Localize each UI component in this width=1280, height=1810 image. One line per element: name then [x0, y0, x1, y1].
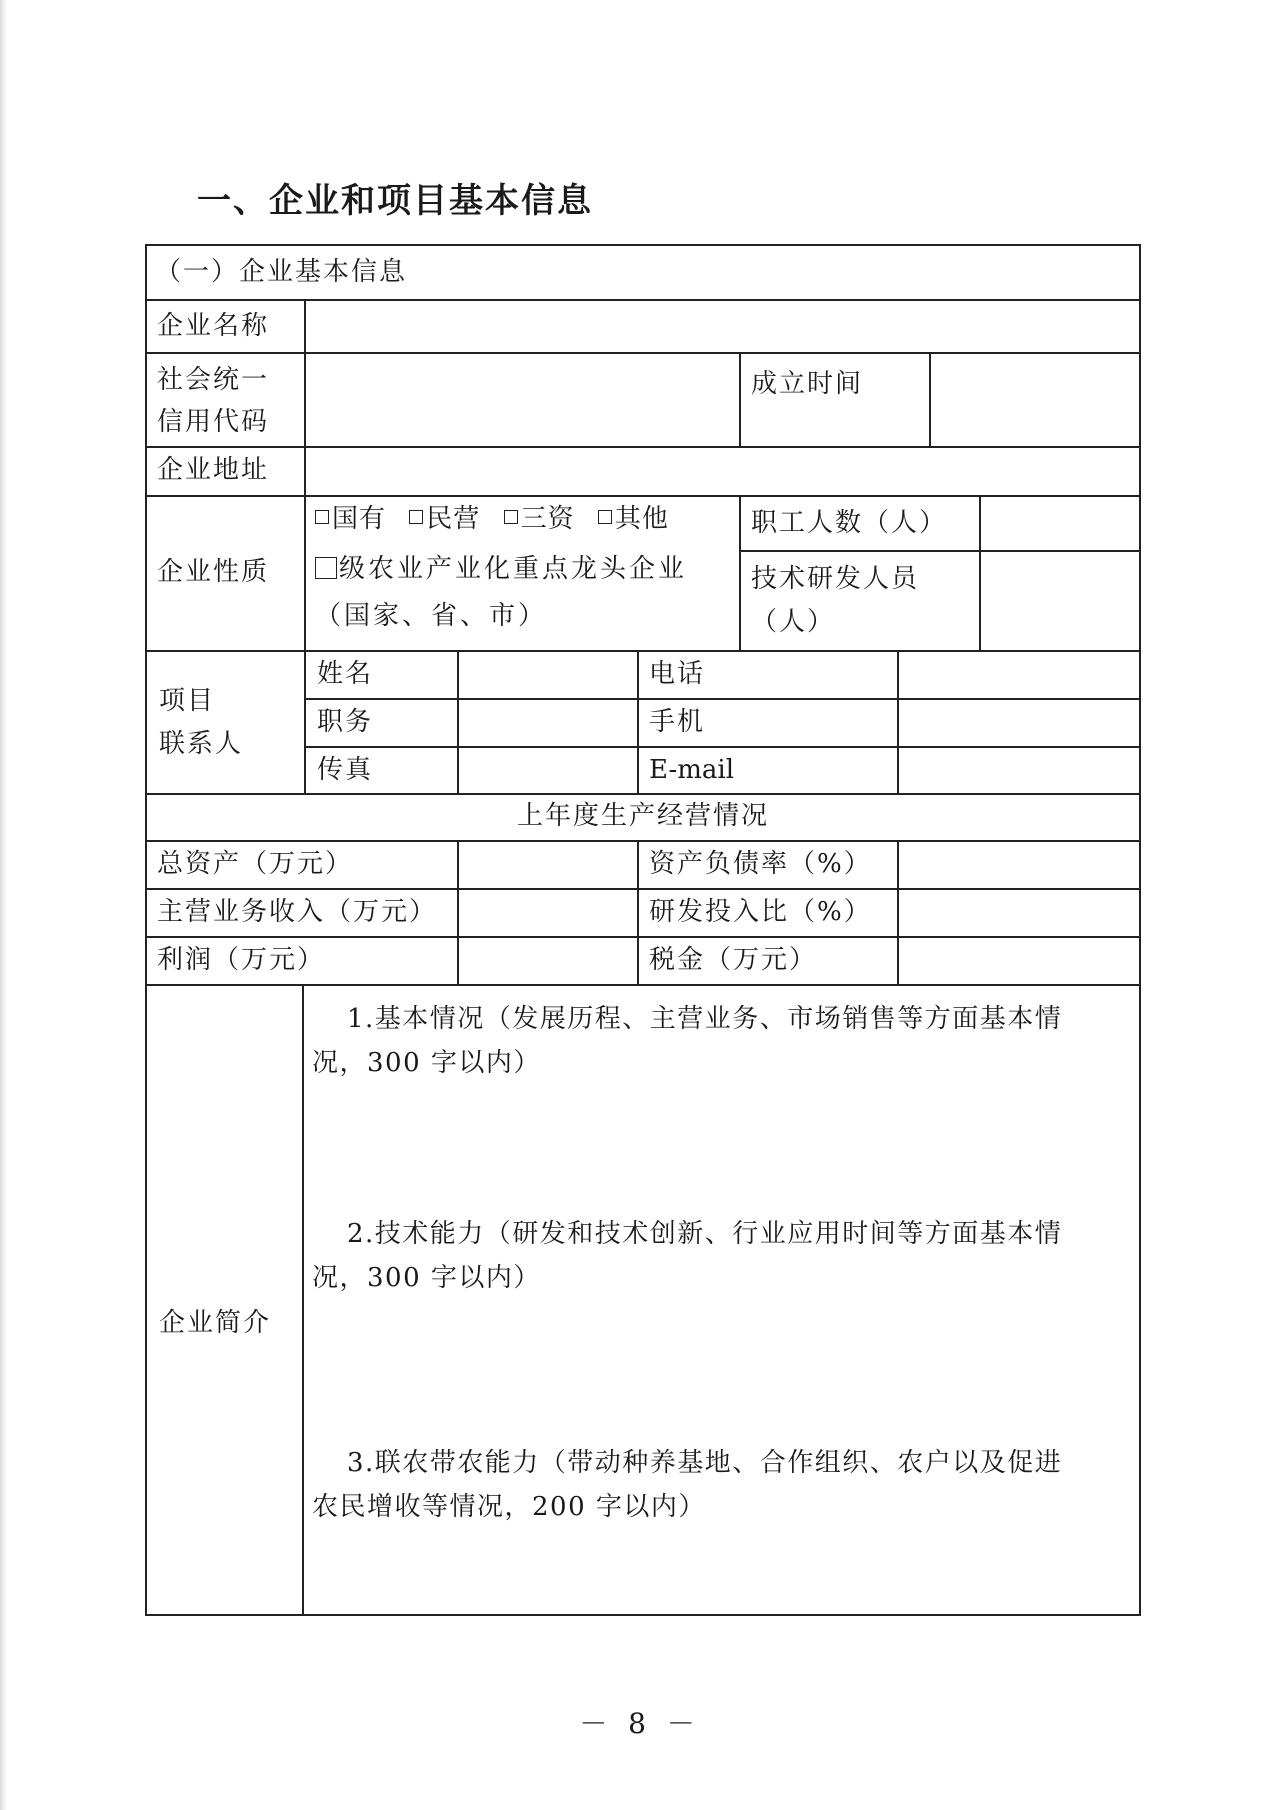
nature-option-other[interactable]: 其他: [598, 504, 669, 534]
column-divider: [637, 840, 639, 984]
credit-code-field[interactable]: [306, 354, 738, 445]
contact-phone-label: 电话: [649, 659, 706, 689]
contact-email-field[interactable]: [899, 748, 1139, 792]
contact-phone-field[interactable]: [899, 652, 1139, 697]
staff-count-label: 职工人数（人）: [751, 508, 948, 538]
profile-textarea[interactable]: [304, 986, 1139, 1614]
tax-label: 税金（万元）: [649, 945, 818, 975]
staff-count-field[interactable]: [981, 497, 1139, 549]
contact-name-field[interactable]: [459, 652, 636, 697]
contact-mobile-field[interactable]: [899, 700, 1139, 745]
rd-ratio-label: 研发投入比（%）: [649, 897, 872, 927]
contact-label-line1: 项目: [159, 686, 216, 716]
contact-position-field[interactable]: [459, 700, 636, 745]
profile-item-tech-line2: 况，300 字以内）: [312, 1263, 541, 1293]
profit-field[interactable]: [459, 938, 636, 983]
credit-code-label-line1: 社会统一: [157, 365, 270, 395]
subsection-title: （一）企业基本信息: [155, 257, 408, 287]
nature-label: 企业性质: [157, 557, 270, 587]
checkbox[interactable]: [315, 557, 337, 579]
contact-email-label: E-mail: [649, 755, 735, 785]
contact-fax-label: 传真: [317, 755, 374, 785]
profile-item-tech-line1: 2.技术能力（研发和技术创新、行业应用时间等方面基本情: [347, 1219, 1063, 1249]
leading-enterprise-option[interactable]: 级农业产业化重点龙头企业: [315, 549, 687, 589]
rd-ratio-field[interactable]: [899, 890, 1139, 935]
profit-label: 利润（万元）: [157, 945, 326, 975]
checkbox[interactable]: [598, 510, 612, 524]
established-label: 成立时间: [751, 369, 864, 399]
scan-edge: [0, 0, 7, 1810]
contact-fax-field[interactable]: [459, 748, 636, 792]
column-divider: [739, 495, 741, 650]
total-assets-field[interactable]: [459, 842, 636, 887]
profile-item-farmers-line1: 3.联农带农能力（带动种养基地、合作组织、农户以及促进: [347, 1448, 1063, 1478]
contact-label-line2: 联系人: [159, 729, 244, 759]
finance-header: 上年度生产经营情况: [516, 801, 769, 831]
tax-field[interactable]: [899, 938, 1139, 983]
rd-staff-label-line2: （人）: [751, 607, 836, 637]
credit-code-label-line2: 信用代码: [157, 407, 270, 437]
nature-options: [315, 499, 669, 539]
main-revenue-field[interactable]: [459, 890, 636, 935]
nature-option-foreign[interactable]: 三资: [504, 504, 575, 534]
main-revenue-label: 主营业务收入（万元）: [157, 897, 438, 927]
profile-item-farmers-line2: 农民增收等情况，200 字以内）: [312, 1492, 706, 1522]
checkbox[interactable]: [409, 510, 423, 524]
nature-option-state[interactable]: 国有: [315, 504, 386, 534]
column-divider: [304, 650, 306, 793]
page-number: － 8 －: [579, 1707, 701, 1740]
checkbox[interactable]: [315, 510, 329, 524]
contact-position-label: 职务: [317, 707, 374, 737]
address-field[interactable]: [306, 448, 1139, 494]
profile-item-basic-line2: 况，300 字以内）: [312, 1048, 541, 1078]
total-assets-label: 总资产（万元）: [157, 849, 354, 879]
section-title: 一、企业和项目基本信息: [197, 181, 593, 221]
debt-ratio-field[interactable]: [899, 842, 1139, 887]
address-label: 企业地址: [157, 455, 270, 485]
enterprise-info-form: [145, 244, 1141, 1616]
rd-staff-label-line1: 技术研发人员: [751, 564, 920, 594]
debt-ratio-label: 资产负债率（%）: [649, 849, 872, 879]
column-divider: [739, 352, 741, 446]
company-name-label: 企业名称: [157, 311, 270, 341]
row-divider: [147, 793, 1139, 795]
profile-label: 企业简介: [159, 1308, 272, 1338]
contact-name-label: 姓名: [317, 659, 374, 689]
profile-item-basic-line1: 1.基本情况（发展历程、主营业务、市场销售等方面基本情: [347, 1004, 1063, 1034]
column-divider: [637, 650, 639, 793]
contact-mobile-label: 手机: [649, 707, 706, 737]
company-name-field[interactable]: [306, 301, 1139, 351]
checkbox[interactable]: [504, 510, 518, 524]
rd-staff-field[interactable]: [981, 552, 1139, 649]
established-field[interactable]: [931, 354, 1139, 445]
nature-option-private[interactable]: 民营: [409, 504, 480, 534]
leading-enterprise-levels: （国家、省、市）: [315, 601, 548, 631]
